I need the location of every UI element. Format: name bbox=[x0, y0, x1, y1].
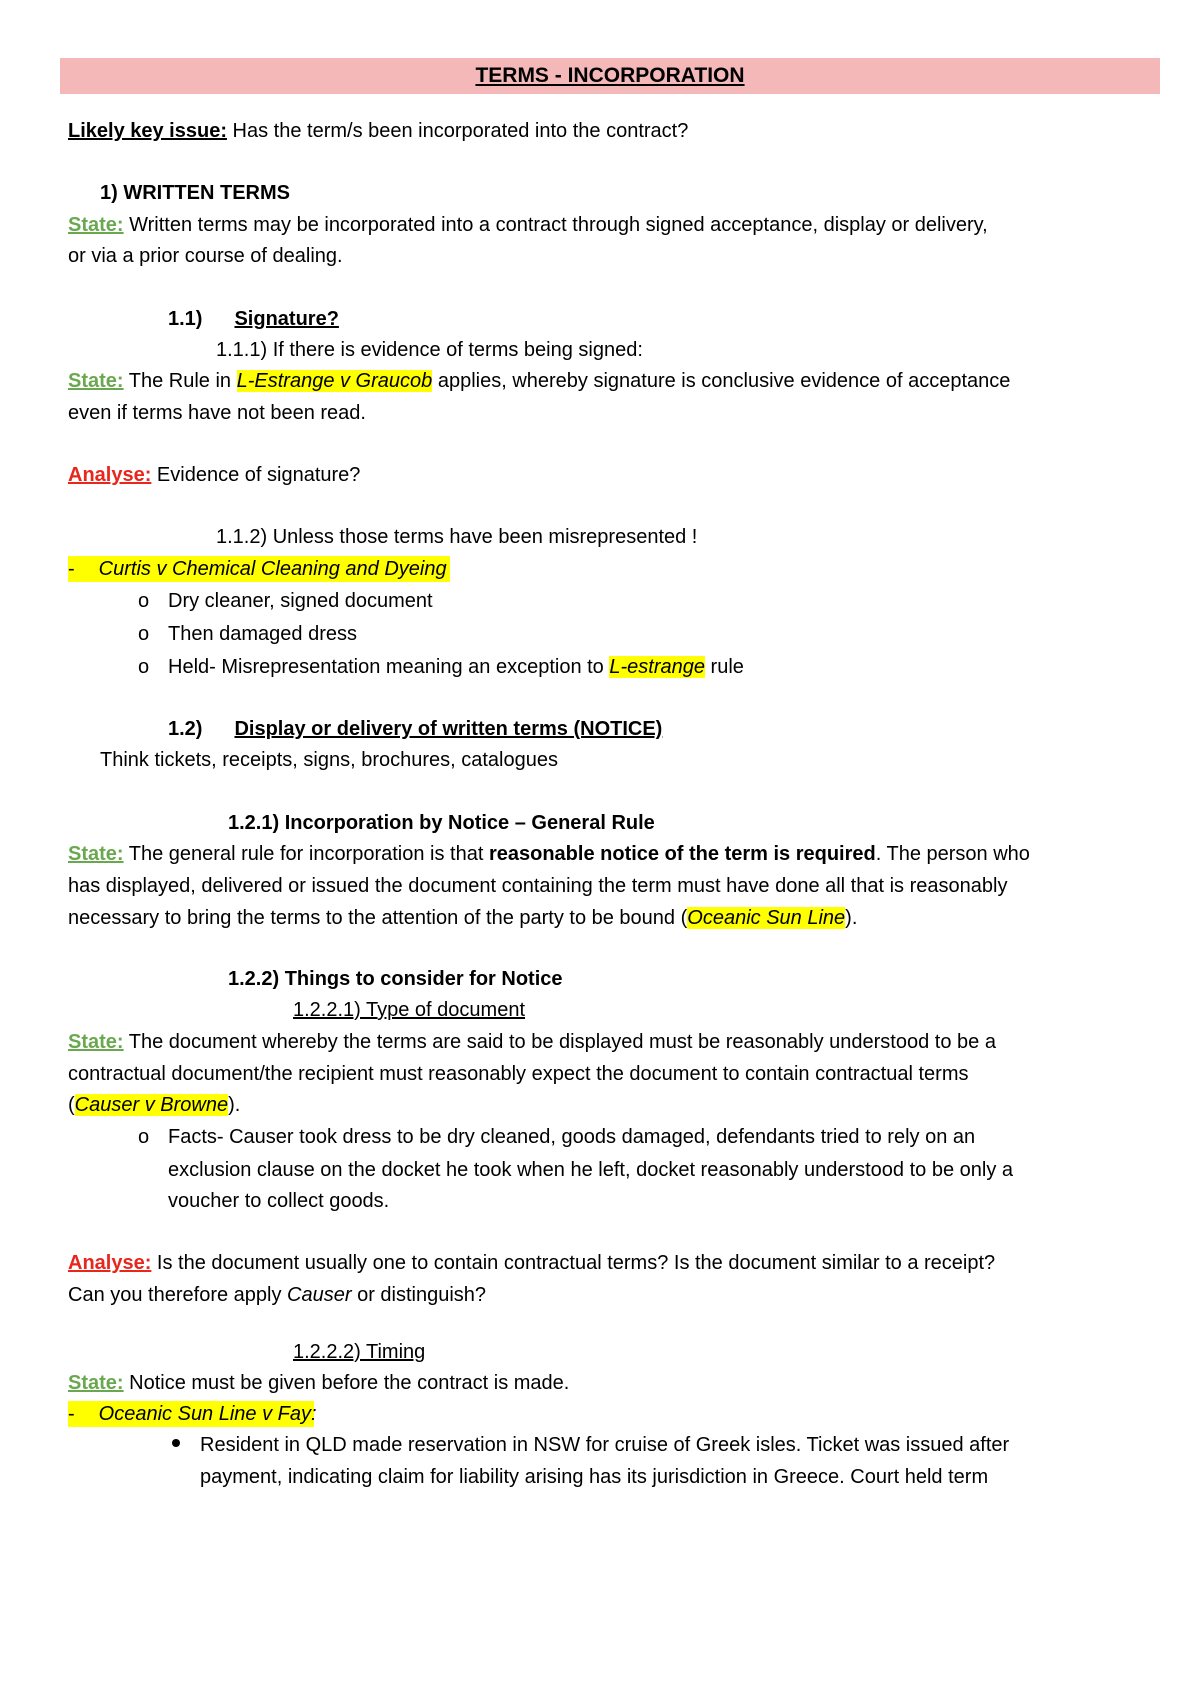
section-1-2-sub: Think tickets, receipts, signs, brochures, catalogues bbox=[100, 749, 558, 771]
section-1-1-num: 1.1) bbox=[168, 308, 203, 330]
text: ). bbox=[228, 1094, 241, 1116]
case-name: L-Estrange v Graucob bbox=[236, 370, 433, 392]
case-name: Causer bbox=[287, 1284, 352, 1306]
section-1-1-1-heading: 1.1.1) If there is evidence of terms being signed: bbox=[216, 339, 643, 361]
section-1-2-2-2-state bbox=[68, 1370, 569, 1396]
section-1-2-1-line3 bbox=[68, 905, 857, 931]
section-1-2-2-1-analyse bbox=[68, 1250, 995, 1276]
section-1-1-2-heading: 1.1.2) Unless those terms have been misrepresented ! bbox=[216, 526, 698, 548]
case-highlight bbox=[68, 1401, 317, 1427]
section-1-2-2-2-heading: 1.2.2.2) Timing bbox=[293, 1341, 426, 1363]
state-label: State: bbox=[68, 1031, 124, 1053]
bullet-marker: o bbox=[138, 1126, 150, 1148]
case-line bbox=[68, 556, 450, 582]
list-item-text: Then damaged dress bbox=[168, 623, 358, 645]
section-1-2-2-1-state bbox=[68, 1029, 996, 1055]
text: or distinguish? bbox=[351, 1284, 487, 1306]
list-item bbox=[138, 621, 149, 647]
analyse-text: Evidence of signature? bbox=[151, 464, 361, 486]
facts-line2: payment, indicating claim for liability arising has its jurisdiction in Greece. Court held term bbox=[200, 1466, 989, 1488]
state-text: The Rule in bbox=[123, 370, 237, 392]
state-text: applies, whereby signature is conclusive evidence of acceptance bbox=[432, 370, 1011, 392]
text: necessary to bring the terms to the attention of the party to be bound ( bbox=[68, 907, 688, 929]
text: ( bbox=[68, 1094, 75, 1116]
list-item bbox=[138, 1124, 149, 1150]
section-1-1-1-state bbox=[68, 368, 1010, 394]
section-1-2-title: Display or delivery of written terms (NOTICE) bbox=[234, 718, 663, 740]
analyse-text: Is the document usually one to contain contractual terms? Is the document similar to a receipt? bbox=[151, 1252, 996, 1274]
bullet-marker: o bbox=[138, 590, 150, 612]
facts-line1: Resident in QLD made reservation in NSW for cruise of Greek isles. Ticket was issued after bbox=[200, 1434, 1010, 1456]
state-label: State: bbox=[68, 214, 124, 236]
section-1-2-num: 1.2) bbox=[168, 718, 203, 740]
section-1-state-cont: or via a prior course of dealing. bbox=[68, 245, 343, 267]
key-issue-text: Has the term/s been incorporated into the contract? bbox=[226, 120, 689, 142]
list-item-text bbox=[168, 654, 744, 680]
bullet-marker: o bbox=[138, 623, 150, 645]
state-label: State: bbox=[68, 370, 124, 392]
state-text: The document whereby the terms are said to be displayed must be reasonably understood to be a bbox=[123, 1031, 996, 1053]
section-1-2-1-heading: 1.2.1) Incorporation by Notice – General Rule bbox=[228, 812, 655, 834]
state-text-line3 bbox=[68, 1092, 240, 1118]
section-1-heading: 1) WRITTEN TERMS bbox=[100, 182, 290, 204]
section-1-1-1-state-cont: even if terms have not been read. bbox=[68, 402, 366, 424]
state-text: Notice must be given before the contract is made. bbox=[123, 1372, 570, 1394]
section-1-2-2-1-heading: 1.2.2.1) Type of document bbox=[293, 999, 526, 1021]
analyse-line2 bbox=[68, 1282, 486, 1308]
case-name: Causer v Browne bbox=[74, 1094, 229, 1116]
facts-line3: voucher to collect goods. bbox=[168, 1190, 390, 1212]
section-1-1-heading bbox=[168, 306, 339, 332]
section-1-2-1-state bbox=[68, 841, 1030, 867]
text: Can you therefore apply bbox=[68, 1284, 288, 1306]
list-text: rule bbox=[704, 656, 744, 678]
analyse-label: Analyse: bbox=[68, 1252, 152, 1274]
section-1-2-heading bbox=[168, 716, 662, 742]
state-label: State: bbox=[68, 843, 124, 865]
state-text: . The person who bbox=[875, 843, 1030, 865]
bullet-marker: o bbox=[138, 656, 150, 678]
list-item bbox=[138, 654, 149, 680]
case-name: Oceanic Sun Line v Fay: bbox=[98, 1403, 317, 1425]
analyse-label: Analyse: bbox=[68, 464, 152, 486]
section-1-1-title: Signature? bbox=[234, 308, 339, 330]
state-label: State: bbox=[68, 1372, 124, 1394]
key-issue-label: Likely key issue: bbox=[68, 120, 227, 142]
case-line bbox=[68, 1401, 317, 1427]
section-1-1-1-analyse bbox=[68, 462, 360, 488]
list-item-text: Dry cleaner, signed document bbox=[168, 590, 433, 612]
dash-marker: - bbox=[68, 558, 75, 580]
state-text: The general rule for incorporation is that bbox=[123, 843, 489, 865]
case-name: Curtis v Chemical Cleaning and Dyeing bbox=[98, 558, 447, 580]
bullet-dot bbox=[172, 1439, 180, 1447]
case-name: Oceanic Sun Line bbox=[687, 907, 846, 929]
state-text: Written terms may be incorporated into a contract through signed acceptance, display or delivery, bbox=[123, 214, 988, 236]
facts-line2: exclusion clause on the docket he took when he left, docket reasonably understood to be only a bbox=[168, 1159, 1013, 1181]
section-1-2-1-line2: has displayed, delivered or issued the document containing the term must have done all that is reasonably bbox=[68, 875, 1008, 897]
section-1-2-2-heading: 1.2.2) Things to consider for Notice bbox=[228, 968, 563, 990]
text: ). bbox=[845, 907, 858, 929]
case-highlight bbox=[68, 556, 450, 582]
list-item bbox=[138, 588, 149, 614]
section-1-state bbox=[68, 212, 988, 238]
case-name: L-estrange bbox=[609, 656, 705, 678]
state-bold: reasonable notice of the term is required bbox=[488, 843, 876, 865]
facts-line1: Facts- Causer took dress to be dry cleaned, goods damaged, defendants tried to rely on an bbox=[168, 1126, 976, 1148]
key-issue-line bbox=[68, 118, 688, 144]
state-text-line2: contractual document/the recipient must reasonably expect the document to contain contractual terms bbox=[68, 1063, 969, 1085]
list-text: Held- Misrepresentation meaning an exception to bbox=[168, 656, 610, 678]
dash-marker: - bbox=[68, 1403, 75, 1425]
page-title: TERMS - INCORPORATION bbox=[60, 58, 1160, 94]
